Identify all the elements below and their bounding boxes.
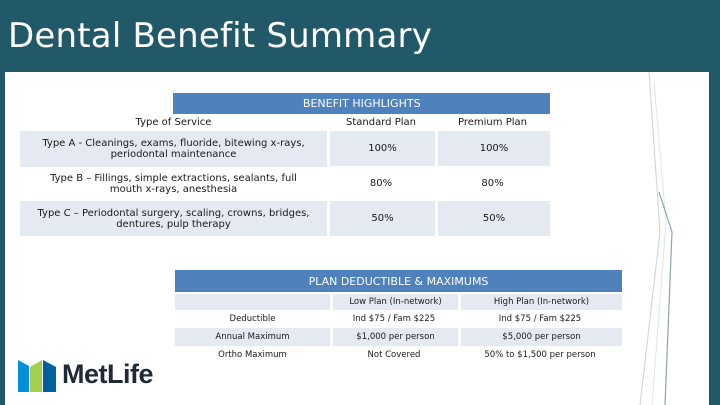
- low-ortho-maximum: Not Covered: [367, 350, 421, 360]
- premium-type-c: 50%: [435, 201, 550, 236]
- row-label-ortho-maximum: Ortho Maximum: [218, 350, 287, 360]
- low-deductible: Ind $75 / Fam $225: [352, 314, 436, 324]
- high-deductible: Ind $75 / Fam $225: [498, 314, 582, 324]
- logo-wordmark: MetLife: [62, 358, 153, 389]
- row-label-deductible: Deductible: [229, 314, 276, 324]
- standard-type-b: 80%: [327, 166, 435, 201]
- column-header-standard: Standard Plan: [346, 117, 416, 128]
- deductible-maximums-heading: PLAN DEDUCTIBLE & MAXIMUMS: [175, 270, 622, 292]
- standard-type-c: 50%: [327, 201, 435, 236]
- high-ortho-maximum: 50% to $1,500 per person: [484, 350, 596, 360]
- benefit-highlights-heading: BENEFIT HIGHLIGHTS: [173, 93, 550, 114]
- deductible-column-blank: [175, 292, 330, 310]
- low-annual-maximum: $1,000 per person: [330, 328, 458, 346]
- benefit-highlights-table: [20, 93, 550, 236]
- metlife-logo: [18, 356, 153, 392]
- slide-title: Dental Benefit Summary: [8, 16, 433, 56]
- deductible-maximums-table: [175, 270, 622, 364]
- column-header-premium: Premium Plan: [458, 117, 527, 128]
- column-header-service: Type of Service: [135, 117, 212, 128]
- service-type-a: Type A - Cleanings, exams, fluoride, bitewing x-rays, periodontal maintenance: [20, 131, 327, 166]
- column-header-high-plan: High Plan (In-network): [458, 292, 622, 310]
- row-label-annual-maximum: Annual Maximum: [175, 328, 330, 346]
- service-type-b: Type B – Fillings, simple extractions, sealants, full mouth x-rays, anesthesia: [20, 166, 327, 201]
- right-edge-bar: [709, 72, 720, 405]
- premium-type-b: 80%: [435, 166, 550, 201]
- premium-type-a: 100%: [435, 131, 550, 166]
- left-edge-bar: [0, 72, 5, 405]
- high-annual-maximum: $5,000 per person: [458, 328, 622, 346]
- standard-type-a: 100%: [327, 131, 435, 166]
- column-header-low-plan: Low Plan (In-network): [330, 292, 458, 310]
- service-type-c: Type C – Periodontal surgery, scaling, crowns, bridges, dentures, pulp therapy: [20, 201, 327, 236]
- metlife-logo-icon: [18, 356, 56, 392]
